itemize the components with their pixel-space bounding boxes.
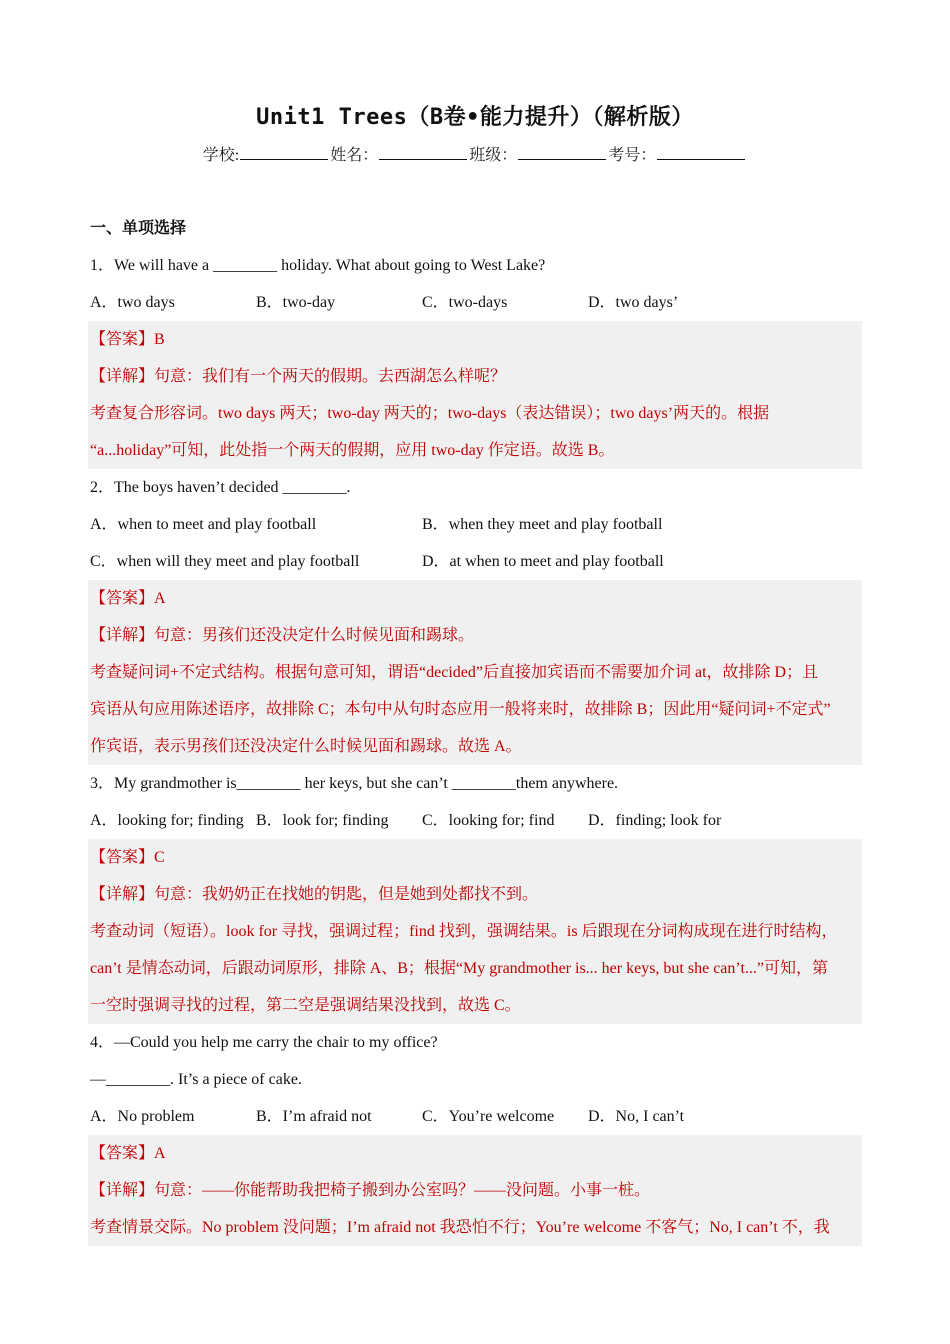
analysis-line: 作宾语，表示男孩们还没决定什么时候见面和踢球。故选 A。 bbox=[90, 738, 522, 755]
analysis-line: “a...holiday”可知，此处指一个两天的假期，应用 two-day 作定语。故选 B。 bbox=[90, 442, 615, 459]
analysis-line: 考查复合形容词。two days 两天；two-day 两天的；two-days（表达错误）；two days’两天的。根据 bbox=[90, 405, 770, 422]
detail-line: 【详解】句意：——你能帮助我把椅子搬到办公室吗？——没问题。小事一桩。 bbox=[90, 1182, 651, 1199]
option-b: B．look for; finding bbox=[256, 812, 389, 829]
question-stem: 1．We will have a ________ holiday. What about going to West Lake? bbox=[90, 257, 546, 274]
option-c: C．looking for; find bbox=[422, 812, 555, 829]
question-stem: 3．My grandmother is________ her keys, but she can’t ________them anywhere. bbox=[90, 775, 619, 792]
student-info-line bbox=[0, 142, 950, 165]
answer-line: 【答案】A bbox=[90, 590, 166, 607]
option-c: C．You’re welcome bbox=[422, 1108, 555, 1125]
analysis-line: 一空时强调寻找的过程，第二空是强调结果没找到，故选 C。 bbox=[90, 997, 521, 1014]
detail-line: 【详解】句意：我奶奶正在找她的钥匙，但是她到处都找不到。 bbox=[90, 886, 539, 903]
question-stem: 2．The boys haven’t decided ________. bbox=[90, 479, 351, 496]
options-row bbox=[90, 543, 862, 580]
options-row bbox=[90, 284, 862, 321]
number-label: 考号： bbox=[608, 147, 657, 164]
options-row bbox=[90, 1098, 862, 1135]
analysis-line: 考查疑问词+不定式结构。根据句意可知，谓语“decided”后直接加宾语而不需要加介词 at，故排除 D；且 bbox=[90, 664, 819, 681]
answer-box bbox=[88, 321, 862, 469]
option-a: A．two days bbox=[90, 294, 175, 311]
option-d: D．at when to meet and play football bbox=[422, 553, 664, 570]
option-b: B．two-day bbox=[256, 294, 336, 311]
name-blank[interactable] bbox=[379, 145, 467, 160]
option-b: B．when they meet and play football bbox=[422, 516, 663, 533]
option-a: A．looking for; finding bbox=[90, 812, 244, 829]
option-c: C．when will they meet and play football bbox=[90, 553, 360, 570]
class-label: 班级： bbox=[469, 147, 518, 164]
answer-line: 【答案】C bbox=[90, 849, 165, 866]
option-d: D．No, I can’t bbox=[588, 1108, 685, 1125]
number-blank[interactable] bbox=[657, 145, 745, 160]
option-a: A．when to meet and play football bbox=[90, 516, 317, 533]
options-row bbox=[90, 802, 862, 839]
answer-line: 【答案】B bbox=[90, 331, 165, 348]
option-b: B．I’m afraid not bbox=[256, 1108, 372, 1125]
question-3 bbox=[90, 765, 862, 1024]
option-d: D．two days’ bbox=[588, 294, 679, 311]
question-stem-reply: —________. It’s a piece of cake. bbox=[90, 1071, 302, 1088]
detail-line: 【详解】句意：我们有一个两天的假期。去西湖怎么样呢？ bbox=[90, 368, 507, 385]
options-row bbox=[90, 506, 862, 543]
analysis-line: can’t 是情态动词，后跟动词原形，排除 A、B；根据“My grandmother is... her keys, but she can’t...”可知，第 bbox=[90, 960, 828, 977]
question-content bbox=[90, 215, 862, 1246]
document-title: Unit1 Trees（B卷•能力提升）（解析版） bbox=[256, 105, 694, 130]
class-blank[interactable] bbox=[518, 145, 606, 160]
answer-box bbox=[88, 1135, 862, 1246]
option-c: C．two-days bbox=[422, 294, 508, 311]
school-blank[interactable] bbox=[240, 145, 328, 160]
answer-line: 【答案】A bbox=[90, 1145, 166, 1162]
option-a: A．No problem bbox=[90, 1108, 195, 1125]
analysis-line: 考查情景交际。No problem 没问题；I’m afraid not 我恐怕不行；You’re welcome 不客气；No, I can’t 不，我 bbox=[90, 1219, 830, 1236]
answer-box bbox=[88, 580, 862, 765]
question-2 bbox=[90, 469, 862, 765]
school-label: 学校: bbox=[202, 147, 240, 164]
analysis-line: 考查动词（短语）。look for 寻找，强调过程；find 找到，强调结果。is 后跟现在分词构成现在进行时结构， bbox=[90, 923, 838, 940]
question-4 bbox=[90, 1024, 862, 1246]
answer-box bbox=[88, 839, 862, 1024]
question-1 bbox=[90, 247, 862, 469]
detail-line: 【详解】句意：男孩们还没决定什么时候见面和踢球。 bbox=[90, 627, 475, 644]
analysis-line: 宾语从句应用陈述语序，故排除 C；本句中从句时态应用一般将来时，故排除 B；因此用“疑问词+不定式” bbox=[90, 701, 831, 718]
name-label: 姓名： bbox=[330, 147, 379, 164]
question-stem: 4．—Could you help me carry the chair to my office? bbox=[90, 1034, 438, 1051]
section-heading: 一、单项选择 bbox=[90, 218, 187, 237]
option-d: D．finding; look for bbox=[588, 812, 722, 829]
